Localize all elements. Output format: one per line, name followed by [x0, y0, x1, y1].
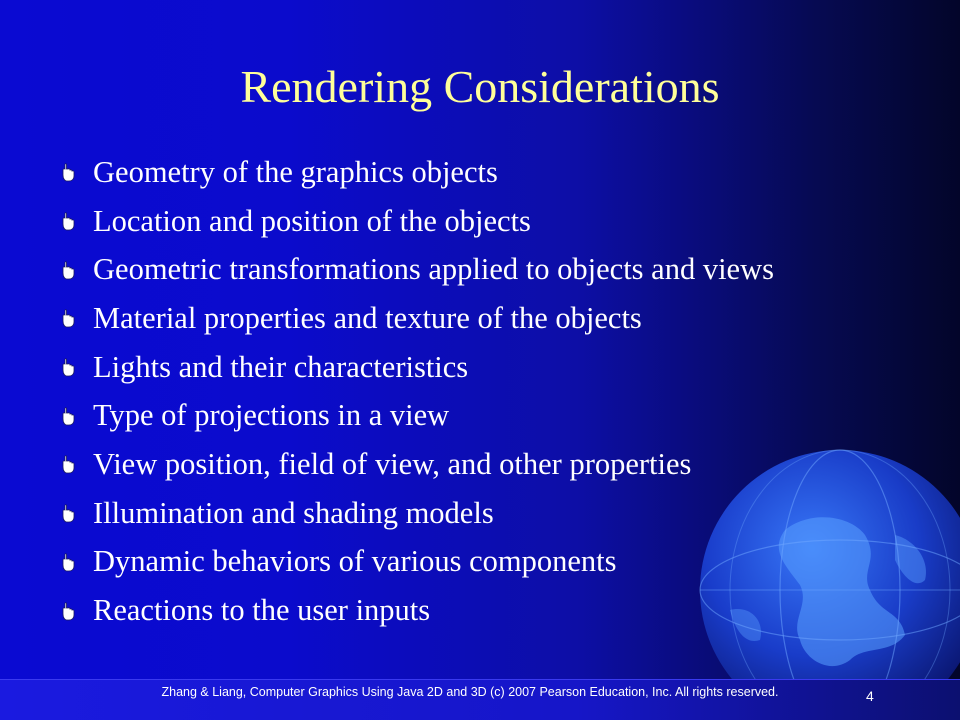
- bullet-text: Location and position of the objects: [93, 203, 531, 238]
- bullet-text: Lights and their characteristics: [93, 349, 469, 384]
- pointing-hand-icon: [60, 502, 80, 524]
- bullet-text: Illumination and shading models: [93, 495, 494, 530]
- bullet-text: Reactions to the user inputs: [93, 593, 431, 628]
- list-item: [60, 343, 774, 392]
- list-item: [60, 148, 774, 197]
- slide-title: Rendering Considerations: [240, 61, 720, 112]
- list-item: [60, 586, 774, 635]
- bullet-list: [60, 148, 774, 635]
- list-item: [60, 197, 774, 246]
- list-item: [60, 391, 774, 440]
- bullet-text: View position, field of view, and other properties: [93, 446, 692, 481]
- list-item: [60, 489, 774, 538]
- pointing-hand-icon: [60, 600, 80, 622]
- bullet-text: Geometry of the graphics objects: [93, 154, 498, 189]
- pointing-hand-icon: [60, 259, 80, 281]
- pointing-hand-icon: [60, 453, 80, 475]
- list-item: [60, 294, 774, 343]
- pointing-hand-icon: [60, 405, 80, 427]
- pointing-hand-icon: [60, 210, 80, 232]
- page-number: 4: [866, 688, 874, 704]
- footer-copyright: Zhang & Liang, Computer Graphics Using Java 2D and 3D (c) 2007 Pearson Education, Inc. All rights reserved.: [161, 685, 779, 699]
- bullet-text: Geometric transformations applied to objects and views: [93, 252, 774, 287]
- list-item: [60, 538, 774, 587]
- list-item: [60, 245, 774, 294]
- pointing-hand-icon: [60, 551, 80, 573]
- pointing-hand-icon: [60, 307, 80, 329]
- bullet-text: Dynamic behaviors of various components: [93, 544, 617, 579]
- bullet-text: Type of projections in a view: [93, 398, 450, 433]
- bullet-text: Material properties and texture of the objects: [93, 300, 642, 335]
- pointing-hand-icon: [60, 356, 80, 378]
- list-item: [60, 440, 774, 489]
- pointing-hand-icon: [60, 161, 80, 183]
